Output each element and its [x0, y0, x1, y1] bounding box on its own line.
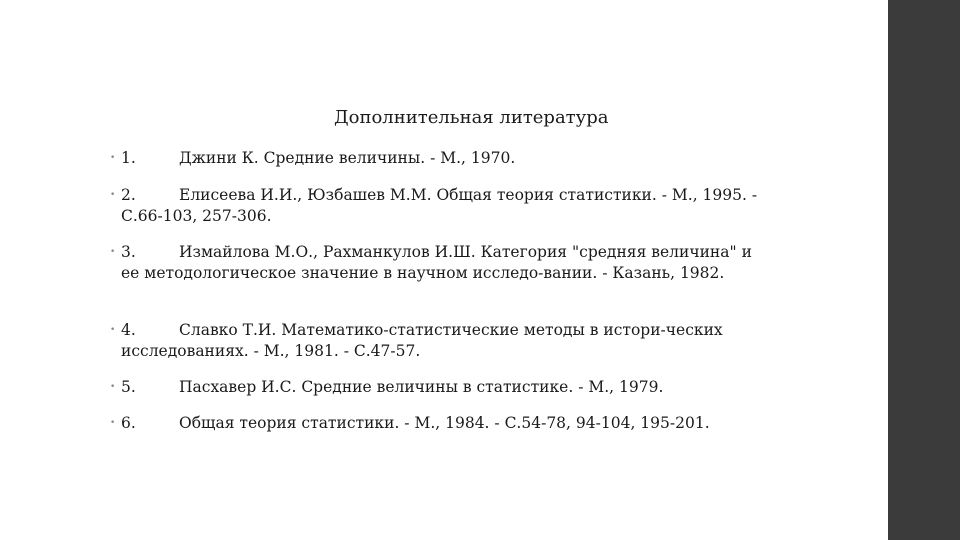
list-item-body: [121, 413, 761, 434]
list-item-text: Елисеева И.И., Юзбашев М.М. Общая теория статистики. - М., 1995. - С.66-103, 257-306.: [121, 186, 758, 225]
bullet-icon: •: [110, 153, 116, 163]
bullet-icon: •: [110, 325, 116, 335]
bullet-icon: •: [110, 418, 116, 428]
list-item-body: [121, 185, 761, 227]
list-item-number: 3.: [121, 243, 136, 261]
list-item-number: 4.: [121, 321, 136, 339]
list-item-text: Измайлова М.О., Рахманкулов И.Ш. Категория "средняя величина" и ее методологическое значение в научном исследо-вании. - Казань, 1982.: [121, 243, 752, 282]
list-item-number: 1.: [121, 149, 136, 167]
list-item-body: [121, 242, 761, 284]
bullet-icon: •: [110, 247, 116, 257]
list-item-text: Славко Т.И. Математико-статистические методы в истори-ческих исследованиях. - М., 1981. - С.47-57.: [121, 321, 723, 360]
bullet-icon: •: [110, 382, 116, 392]
bullet-icon: •: [110, 190, 116, 200]
slide-title: Дополнительная литература: [334, 107, 609, 128]
list-item-text: Пасхавер И.С. Средние величины в статистике. - М., 1979.: [179, 378, 664, 396]
list-item-body: [121, 377, 761, 398]
list-item-body: [121, 148, 761, 169]
list-item-number: 5.: [121, 378, 136, 396]
list-item-number: 6.: [121, 414, 136, 432]
list-item-text: Общая теория статистики. - М., 1984. - С.54-78, 94-104, 195-201.: [179, 414, 710, 432]
list-item-number: 2.: [121, 186, 136, 204]
side-bar: [888, 0, 960, 540]
list-item-body: [121, 320, 761, 362]
list-item-text: Джини К. Средние величины. - М., 1970.: [179, 149, 516, 167]
